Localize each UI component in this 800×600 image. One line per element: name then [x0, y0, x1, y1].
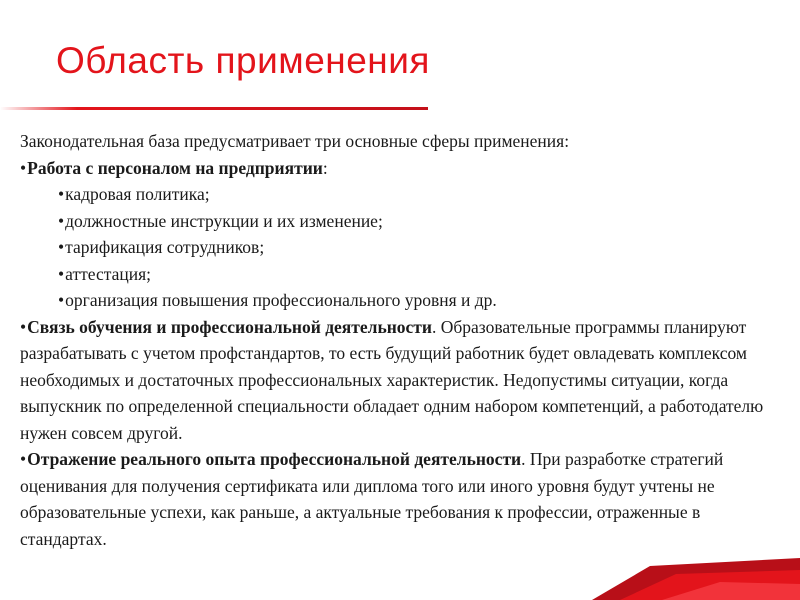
slide-title: Область применения	[56, 40, 430, 81]
section1-heading: Работа с персоналом на предприятии	[27, 157, 323, 178]
section1-item	[20, 181, 782, 208]
section2-heading: Связь обучения и профессиональной деятельности	[27, 316, 432, 337]
section3-heading: Отражение реального опыта профессиональной деятельности	[27, 449, 522, 469]
intro-text: Законодательная база предусматривает три основные сферы применения:	[20, 131, 570, 151]
section3-text: . При разработке стратегий оценивания для получения сертификата или диплома того или иного уровня будут учтены не образовательные успехи, как раньше, а актуальные требования к профессии, отраженные в стандартах.	[20, 449, 724, 549]
section1-item-text: тарификация сотрудников;	[65, 237, 265, 257]
section1-item-text: аттестация;	[65, 263, 151, 284]
section1-suffix: :	[322, 157, 328, 178]
section1-item	[20, 208, 782, 235]
title-underline	[0, 107, 428, 110]
section1-item	[20, 234, 782, 261]
section2-bullet	[20, 314, 782, 447]
section2-text: . Образовательные программы планируют разрабатывать с учетом профстандартов, то есть будущий работник будет овладевать комплексом необходимых и достаточных профессиональных характеристик. Недопустимы ситуации, когда выпускник по определенной специальности обладает одним набором компетенций, а работодателю нужен совсем другой.	[20, 316, 764, 443]
slide-body	[20, 128, 782, 552]
section1-bullet	[20, 155, 782, 182]
section1-item-text: организация повышения профессионального уровня и др.	[65, 290, 497, 310]
section3-bullet	[20, 446, 782, 552]
section1-item	[20, 287, 782, 314]
corner-ribbon-decoration	[580, 552, 800, 600]
section1-item	[20, 261, 782, 288]
section1-item-text: кадровая политика;	[65, 184, 210, 204]
section1-item-text: должностные инструкции и их изменение;	[65, 210, 383, 231]
